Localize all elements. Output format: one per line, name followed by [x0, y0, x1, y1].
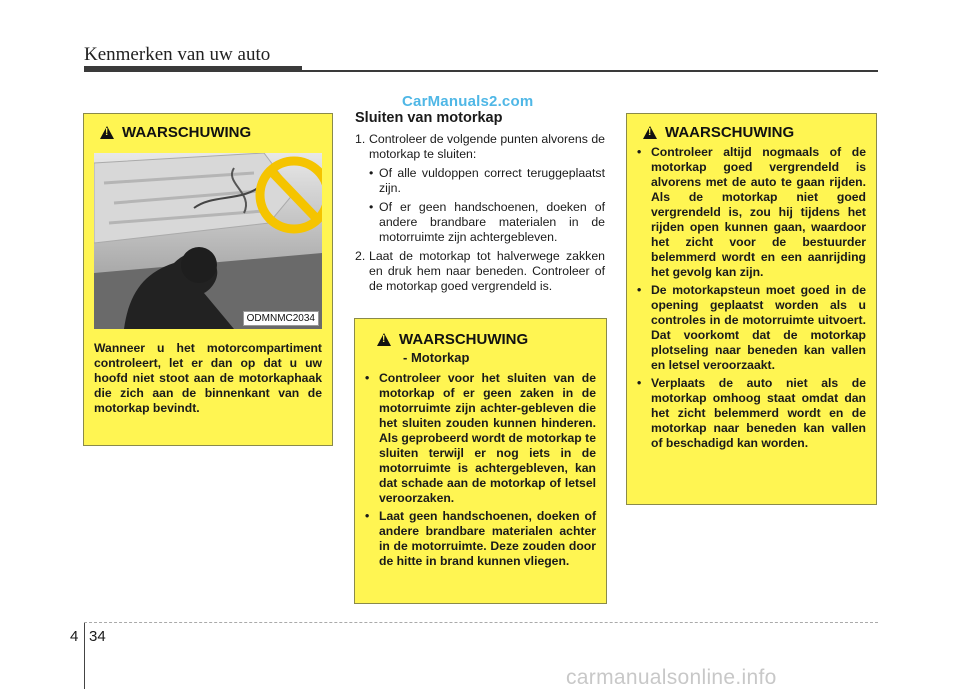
page-header-title: Kenmerken van uw auto [84, 44, 271, 65]
warning-triangle-icon [100, 126, 114, 139]
warning-heading-text: WAARSCHUWING [399, 331, 529, 348]
chapter-number: 4 [70, 628, 79, 645]
header-rule [302, 70, 878, 72]
image-code-label: ODMNMC2034 [243, 311, 319, 326]
warning-list-item: • Verplaats de auto niet als de motorkap omhoog staat omdat dan het zicht belemmerd wordt en de motorkap naar beneden kan vallen of beschadigd kan worden. [637, 376, 866, 451]
section-title: Sluiten van motorkap [355, 110, 503, 126]
warning-list [637, 145, 866, 451]
warning-heading [100, 124, 322, 141]
warning-heading-text: WAARSCHUWING [122, 124, 252, 141]
warning-box-left [83, 113, 333, 446]
warning-triangle-icon [377, 333, 391, 346]
warning-box-right [626, 113, 877, 505]
warning-subheading: - Motorkap [403, 350, 470, 365]
warning-box-middle [354, 318, 607, 604]
warning-list-item: • De motorkapsteun moet goed in de opening geplaatst worden als u controles in de motorruimte uitvoert. Dat voorkomt dat de motorkap plotseling naar beneden kan vallen en letsel veroorzaakt. [637, 283, 866, 373]
step-2 [355, 249, 605, 294]
step-1-bullet: • Of er geen handschoenen, doeken of andere brandbare materialen in de motorruimte zijn achtergebleven. [355, 200, 605, 245]
warning-list-item: • Controleer altijd nogmaals of de motorkap goed vergrendeld is alvorens met de auto te gaan rijden. Als de motorkap niet goed vergrendeld is, zou hij tijdens het rijden open kunnen gaan, waardoor het zicht voor de bestuurder belemmerd wordt en een aanrijding het gevolg kan zijn. [637, 145, 866, 280]
step-1-bullet: • Of alle vuldoppen correct teruggeplaatst zijn. [355, 166, 605, 196]
watermark-top: CarManuals2.com [402, 93, 534, 110]
step-text: Laat de motorkap tot halverwege zakken en druk hem naar beneden. Controleer of de motorkap goed vergrendeld is. [369, 249, 605, 293]
step-1 [355, 132, 605, 162]
header-bar [84, 66, 302, 72]
warning-list-item: • Controleer voor het sluiten van de motorkap of er geen zaken in de motorruimte zijn achter-gebleven die het sluiten zouden kunnen hinderen. Als geprobeerd wordt de motorkap te sluiten terwijl er nog iets in de motorruimte is achtergebleven, kan dat schade aan de motorkap of letsel veroorzaken. [365, 371, 596, 506]
warning-heading [643, 124, 866, 141]
warning-list [365, 371, 596, 569]
engine-hood-photo [94, 153, 322, 329]
warning-list-item: • Laat geen handschoenen, doeken of andere brandbare materialen achter in de motorruimte. Deze zouden door de hitte in brand kunnen vliegen. [365, 509, 596, 569]
footer-rule [84, 622, 878, 623]
hood-illustration [94, 153, 322, 329]
warning-heading [377, 331, 596, 348]
footer-divider [84, 623, 85, 689]
step-text: Controleer de volgende punten alvorens de motorkap te sluiten: [369, 132, 605, 161]
warning-text: Wanneer u het motorcompartiment controleert, let er dan op dat u uw hoofd niet stoot aan de motorkaphaak die zich aan de binnenkant van de motorkap bevindt. [94, 341, 322, 415]
section-closing-hood [355, 110, 605, 298]
step-number: 2. [355, 249, 366, 263]
page-number: 34 [89, 628, 106, 645]
warning-triangle-icon [643, 126, 657, 139]
warning-heading-text: WAARSCHUWING [665, 124, 795, 141]
watermark-bottom: carmanualsonline.info [566, 666, 777, 689]
step-number: 1. [355, 132, 366, 146]
